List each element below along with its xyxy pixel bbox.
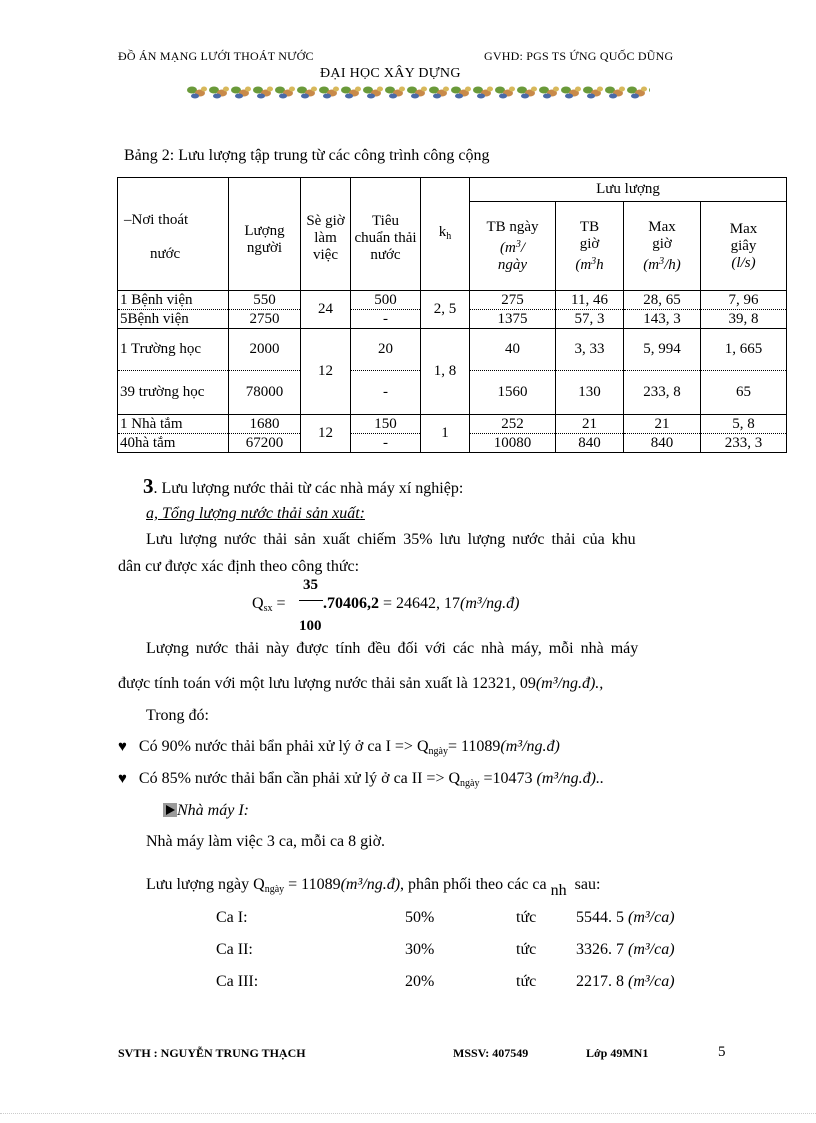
shift-percent: 30% <box>405 941 435 958</box>
col-header-kh: $k_h$ <box>421 178 470 291</box>
formula-lhs: $Q_{sx}$ = <box>252 595 286 614</box>
formula-denominator: 100 <box>299 618 322 634</box>
col-header-tb-hour: TB giờ ($m^3h$ <box>556 202 624 291</box>
shifts-text: Nhà máy làm việc 3 ca, mỗi ca 8 giờ. <box>146 833 386 850</box>
col-header-max-sec: Max giây (l/s) <box>701 202 787 291</box>
daily-flow-line: Lưu lượng ngày $Q_{ngày}$ = 11089(m³/ng.đ), phân phối theo các ca nh sau: <box>146 876 601 899</box>
table-row: 1 Bệnh viện 550 24 500 2, 5 275 11, 46 28, 65 7, 96 <box>118 291 787 310</box>
footer-class: Lớp 49MN1 <box>586 1046 649 1060</box>
header-right: GVHD: PGS TS ỨNG QUỐC DŨNG <box>484 49 674 63</box>
table-row: 5Bệnh viện 2750 - 1375 57, 3 143, 3 39, 8 <box>118 310 787 329</box>
footer-mssv: MSSV: 407549 <box>453 1046 529 1060</box>
shift-percent: 50% <box>405 909 435 926</box>
formula-fraction-line <box>299 600 323 601</box>
shift-word: tức <box>516 909 537 926</box>
header-left: ĐỒ ÁN MẠNG LƯỚI THOÁT NƯỚC <box>118 49 314 63</box>
bullet-2: ♥ Có 85% nước thải bẩn cần phải xử lý ở ca II => $Q_{ngày} =10473$ (m³/ng.đ).. <box>118 770 604 789</box>
bullet-1: ♥ Có 90% nước thải bẩn phải xử lý ở ca $I => Q_{ngày}=$ 11089(m³/ng.đ) <box>118 738 560 757</box>
table-row: 1 Trường học 2000 12 20 1, 8 40 3, 33 5, 994 1, 665 <box>118 329 787 371</box>
table-title: Bảng 2: Lưu lượng tập trung từ các công trình công cộng <box>124 147 490 164</box>
shift-name: Ca I: <box>216 909 248 926</box>
shift-percent: 20% <box>405 973 435 990</box>
flow-table <box>117 177 787 453</box>
header-center: ĐẠI HỌC XÂY DỰNG <box>320 66 461 81</box>
shift-value: 2217. 8 (m³/ca) <box>576 973 675 990</box>
col-header-max-hour: Max giờ $(m^3/h)$ <box>624 202 701 291</box>
trong-do: Trong đó: <box>146 707 209 724</box>
shift-value: 3326. 7 (m³/ca) <box>576 941 675 958</box>
col-header-place: –Nơi thoát nước <box>118 178 229 291</box>
paragraph-2-line-2: được tính toán với một lưu lượng nước thải sản xuất là 12321, 09(m³/ng.đ)., <box>118 675 604 692</box>
footer-student: SVTH : NGUYỄN TRUNG THẠCH <box>118 1046 306 1060</box>
col-header-flow: Lưu lượng <box>470 178 787 202</box>
col-header-standard: Tiêu chuẩn thải nước <box>351 178 421 291</box>
shift-word: tức <box>516 941 537 958</box>
shift-value: 5544. 5 (m³/ca) <box>576 909 675 926</box>
formula-numerator: 35 <box>303 577 318 593</box>
paragraph-1-line-1: Lưu lượng nước thải sản xuất chiếm 35% lưu lượng nước thải của khu <box>146 531 636 548</box>
heart-bullet-icon: ♥ <box>118 739 127 755</box>
paragraph-1-line-2: dân cư được xác định theo công thức: <box>118 558 360 575</box>
table-row: 40hà tắm 67200 - 10080 840 840 233, 3 <box>118 434 787 453</box>
table-row: 39 trường học 78000 - 1560 130 233, 8 65 <box>118 371 787 415</box>
section-heading: 3. Lưu lượng nước thải từ các nhà máy xí nghiệp: <box>143 474 464 498</box>
shift-word: tức <box>516 973 537 990</box>
subsection-heading: a, Tổng lượng nước thải sản xuất: <box>146 505 365 522</box>
page-number: 5 <box>718 1044 726 1060</box>
shift-name: Ca III: <box>216 973 259 990</box>
col-header-hours: Sè giờ làm việc <box>301 178 351 291</box>
shift-name: Ca II: <box>216 941 253 958</box>
table-row: 1 Nhà tắm 1680 12 150 1 252 21 21 5, 8 <box>118 415 787 434</box>
col-header-people: Lượng người <box>229 178 301 291</box>
formula-rhs: .70406,2 = 24642, 17(m³/ng.đ) <box>323 595 520 612</box>
heart-bullet-icon: ♥ <box>118 771 127 787</box>
bottom-divider <box>0 1113 816 1114</box>
col-header-tb-day: TB ngày ($m^3/$ ngày <box>470 202 556 291</box>
paragraph-2-line-1: Lượng nước thải này được tính đều đối với các nhà máy, mỗi nhà máy <box>146 640 639 657</box>
arrow-bullet-icon <box>163 803 177 817</box>
decorative-border <box>186 84 650 100</box>
factory-heading: Nhà máy I: <box>163 802 249 820</box>
